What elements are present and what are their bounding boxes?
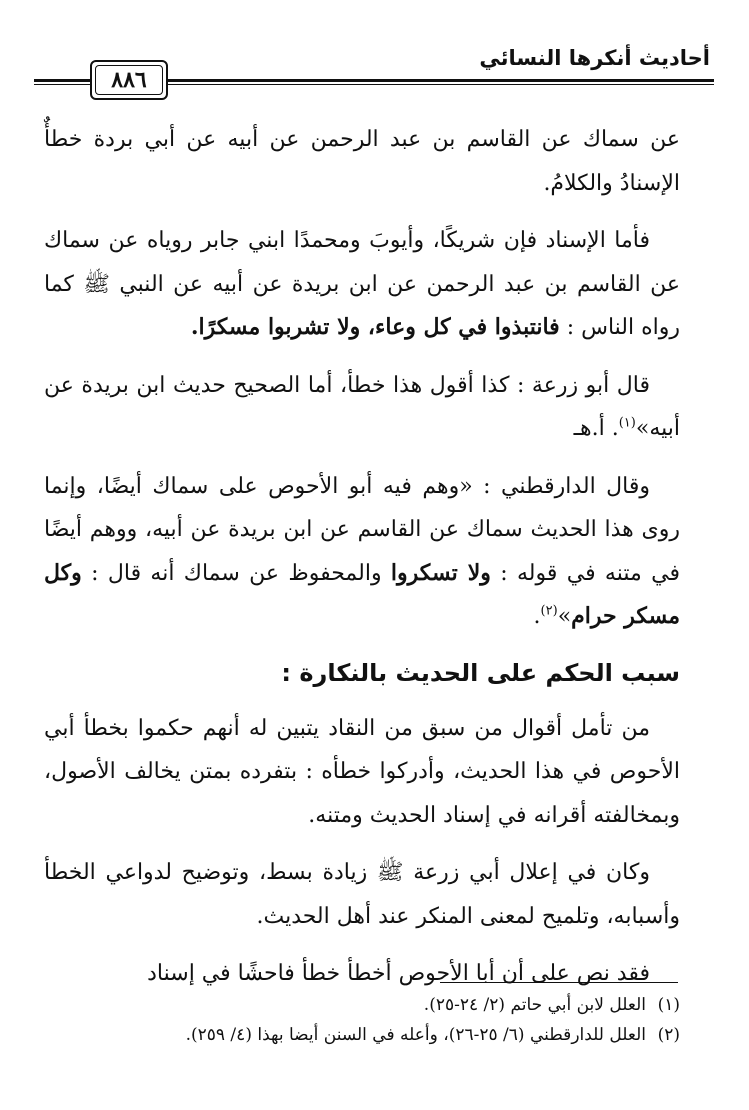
running-title: أحاديث أنكرها النسائي (479, 46, 710, 70)
paragraph-6: وكان في إعلال أبي زرعة ﷺ زيادة بسط، وتوضيح لدواعي الخطأ وأسبابه، وتلميح لمعنى المنكر عند أهل الحديث. (44, 860, 680, 929)
section-heading: سبب الحكم على الحديث بالنكارة : (281, 658, 680, 687)
paragraph-7: فقد نص على أن أبا الأحوص أخطأ خطأ فاحشًا في إسناد (147, 961, 650, 986)
paragraph-2-bold-hadith: فانتبذوا في كل وعاء، ولا تشربوا مسكرًا. (190, 314, 560, 340)
paragraph-2 (44, 219, 680, 350)
header-rule (160, 79, 714, 82)
paragraph-3 (44, 364, 680, 451)
paragraph-4 (44, 465, 680, 639)
footnote-2 (44, 1020, 680, 1050)
footnote-number: (٢) (657, 1025, 680, 1045)
footnote-separator (440, 982, 678, 983)
footnote-1 (44, 990, 680, 1020)
page-header (34, 44, 714, 94)
page-number: ٨٨٦ (90, 60, 168, 100)
header-rule-thin (160, 84, 714, 85)
footnotes (44, 990, 680, 1050)
paragraph-4-bold-1: ولا تسكروا (390, 559, 491, 586)
footnote-ref-1[interactable]: (١) (618, 415, 636, 431)
paragraph-5: من تأمل أقوال من سبق من النقاد يتبين له أنهم حكموا بخطأ أبي الأحوص في هذا الحديث، وأدركوا خطأه : بتفرده بمتن يخالف الأصول، وبمخالفته أقرانه في إسناد الحديث ومتنه. (44, 715, 680, 828)
footnote-number: (١) (657, 995, 680, 1015)
paragraph-4-bold-2: وكل مسكر حرام (44, 559, 680, 629)
body-text (44, 118, 680, 1010)
paragraph-3-text: قال أبو زرعة : كذا أقول هذا خطأ، أما الصحيح حديث ابن بريدة عن أبيه» (44, 372, 680, 441)
header-rule-left-thin (34, 84, 94, 85)
paragraph-4-text-a: وقال الدارقطني : «وهم فيه أبو الأحوص على سماك أيضًا، وإنما روى هذا الحديث سماك عن القاسم عن ابن بريدة عن أبيه، ووهم أيضًا في متنه في قوله : (44, 473, 680, 586)
paragraph-1: عن سماك عن القاسم بن عبد الرحمن عن أبيه عن أبي بردة خطأٌ الإسنادُ والكلامُ. (44, 127, 680, 196)
footnote-ref-2[interactable]: (٢) (540, 603, 558, 619)
paragraph-4-text-b: والمحفوظ عن سماك أنه قال : (81, 560, 391, 586)
paragraph-4-end: . (533, 604, 541, 629)
paragraph-4-text-c: » (557, 604, 572, 629)
footnote-text: العلل للدارقطني (٦/ ٢٥-٢٦)، وأعله في السنن أيضا بهذا (٤/ ٢٥٩). (185, 1025, 646, 1045)
paragraph-3-end: . أ.هـ (573, 416, 619, 441)
header-rule-left (34, 79, 94, 82)
footnote-text: العلل لابن أبي حاتم (٢/ ٢٤-٢٥). (423, 995, 646, 1015)
paragraph-2-text: فأما الإسناد فإن شريكًا، وأيوبَ ومحمدًا ابني جابر روياه عن سماك عن القاسم بن عبد الرحمن عن ابن بريدة عن أبيه عن النبي ﷺ كما رواه الناس : (44, 228, 680, 340)
